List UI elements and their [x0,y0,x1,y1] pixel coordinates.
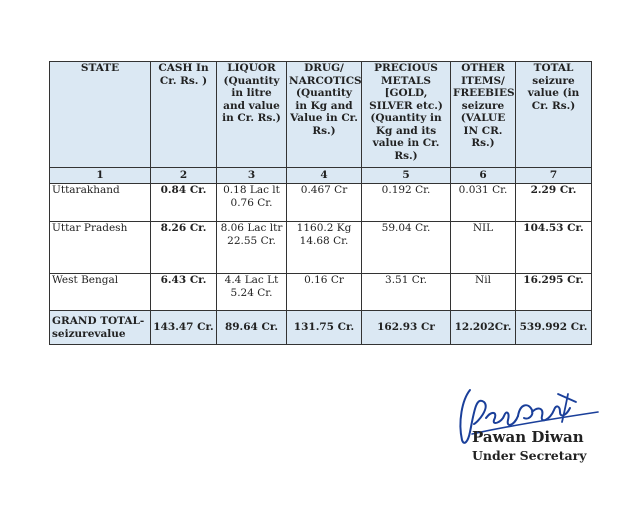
column-number: 2 [151,168,217,184]
total-cell: 16.295 Cr. [516,274,592,311]
drugs-value: 14.68 Cr. [299,234,349,247]
header-liquor: LIQUOR (Quantity in litre and value in Cr. Rs.) [217,62,287,168]
cash-cell: 0.84 Cr. [151,184,217,222]
other-cell: Nil [451,274,516,311]
state-cell: West Bengal [50,274,151,311]
signatory-designation: Under Secretary [472,448,587,463]
grand-total-other: 12.202Cr. [451,311,516,345]
column-number: 6 [451,168,516,184]
header-cash: CASH In Cr. Rs. ) [151,62,217,168]
metals-cell: 59.04 Cr. [362,222,451,274]
drugs-quantity: 1160.2 Kg [296,222,352,234]
seizure-table [49,61,592,345]
header-drugs: DRUG/ NARCOTICS (Quantity in Kg and Value in Cr. Rs.) [287,62,362,168]
header-row [50,62,592,168]
table-row [50,274,592,311]
table-row [50,222,592,274]
grand-total-metals: 162.93 Cr [362,311,451,345]
state-cell: Uttarakhand [50,184,151,222]
grand-total-row [50,311,592,345]
grand-total-liquor: 89.64 Cr. [217,311,287,345]
grand-total-cash: 143.47 Cr. [151,311,217,345]
cash-cell: 6.43 Cr. [151,274,217,311]
grand-total-value: 539.992 Cr. [516,311,592,345]
table-row [50,184,592,222]
liquor-cell [217,184,287,222]
metals-cell: 0.192 Cr. [362,184,451,222]
drugs-value: 0.16 Cr [304,274,344,286]
header-state: STATE [50,62,151,168]
liquor-cell [217,222,287,274]
header-precious-metals: PRECIOUS METALS [GOLD, SILVER etc.) (Quantity in Kg and its value in Cr. Rs.) [362,62,451,168]
liquor-value: 0.76 Cr. [230,196,273,209]
liquor-quantity: 4.4 Lac Lt [224,274,279,286]
liquor-cell [217,274,287,311]
column-number: 1 [50,168,151,184]
liquor-value: 22.55 Cr. [227,234,276,247]
grand-total-drugs: 131.75 Cr. [287,311,362,345]
drugs-cell [287,274,362,311]
liquor-quantity: 8.06 Lac ltr [220,222,283,234]
column-number: 5 [362,168,451,184]
liquor-value: 5.24 Cr. [230,286,273,299]
column-number-row [50,168,592,184]
column-number: 3 [217,168,287,184]
drugs-cell [287,222,362,274]
drugs-cell [287,184,362,222]
total-cell: 104.53 Cr. [516,222,592,274]
other-cell: NIL [451,222,516,274]
column-number: 7 [516,168,592,184]
column-number: 4 [287,168,362,184]
liquor-quantity: 0.18 Lac lt [223,184,280,196]
grand-total-label: GRAND TOTAL-seizurevalue [50,311,151,345]
cash-cell: 8.26 Cr. [151,222,217,274]
drugs-value: 0.467 Cr [300,184,348,196]
total-cell: 2.29 Cr. [516,184,592,222]
header-total: TOTAL seizure value (in Cr. Rs.) [516,62,592,168]
state-cell: Uttar Pradesh [50,222,151,274]
header-other-items: OTHER ITEMS/ FREEBIES seizure (VALUE IN CR. Rs.) [451,62,516,168]
metals-cell: 3.51 Cr. [362,274,451,311]
signatory-name: Pawan Diwan [472,428,584,446]
signature-stroke [486,413,518,425]
other-cell: 0.031 Cr. [451,184,516,222]
